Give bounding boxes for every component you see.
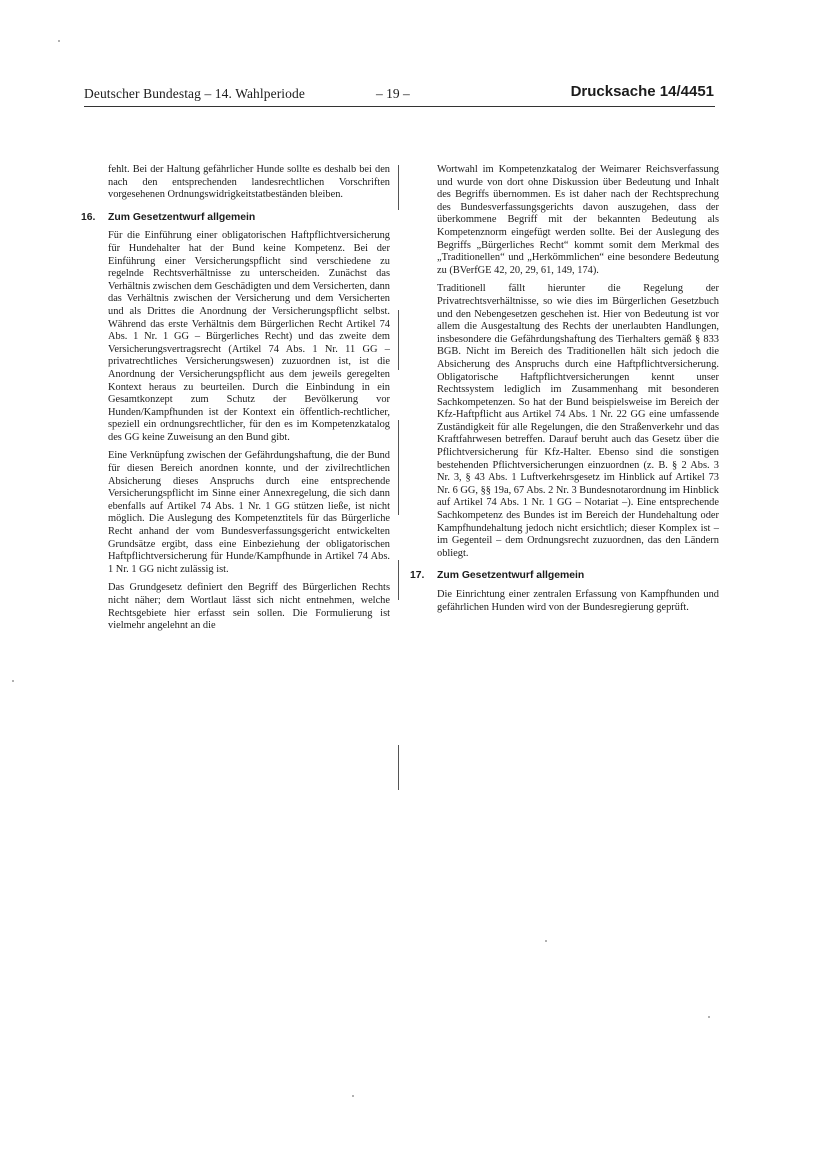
page-header (84, 83, 714, 108)
change-bar (398, 165, 399, 210)
scan-speck (12, 680, 14, 682)
document-number: Drucksache 14/4451 (570, 83, 714, 100)
change-bar (398, 560, 399, 600)
section-17-paragraph: Die Einrichtung einer zentralen Erfassung von Kampfhunden und gefährlichen Hunden wird von der Bundesregierung geprüft. (437, 589, 719, 613)
section-16-paragraph-3: Das Grundgesetz definiert den Begriff des Bürgerlichen Rechts nicht näher; dem Wortlaut lässt sich nicht entnehmen, welche Rechtsgebiete hier erfasst sein sollen. Die Formulierung ist vielmehr angelehnt an die (108, 582, 390, 632)
section-17-heading (410, 570, 719, 583)
left-column (81, 164, 390, 639)
section-17-title: Zum Gesetzentwurf allgemein (437, 570, 585, 582)
section-17-number: 17. (410, 570, 425, 582)
change-bar (398, 310, 399, 370)
right-column (410, 164, 719, 620)
section-16-heading (81, 211, 390, 225)
scan-speck (545, 940, 547, 942)
section-16-number: 16. (81, 211, 96, 223)
scan-speck (58, 40, 60, 42)
scan-speck (352, 1095, 354, 1097)
change-bar (398, 745, 399, 790)
page-number: – 19 – (376, 86, 410, 101)
continuation-paragraph-1: Wortwahl im Kompetenzkatalog der Weimarer Reichsverfassung und wurde von dort ohne Diskussion über Bedeutung und Inhalt des Begriffs übernommen. Es ist daher nach der Rechtsprechung des Bundesverfassungsgerichts davon auszugehen, dass der überkommene Begriff mit der bekannten Bedeutung als Kompetenznorm eingefügt werden sollte. Bei der Auslegung des Begriffs „Bürgerliches Recht“ kommt somit dem Merkmal des „Traditionellen“ und „Herkömmlichen“ eine besondere Bedeutung zu (BVerfGE 42, 20, 29, 61, 149, 174). (437, 164, 719, 276)
section-16-paragraph-1: Für die Einführung einer obligatorischen Haftpflichtversicherung für Hundehalter hat der Bund keine Kompetenz. Bei der Einführung einer Versicherungspflicht sind verschiedene zu regelnde Rechtsverhältnisse zu unterscheiden. Zunächst das Verhältnis zwischen dem Geschädigten und dem Versicherten, dann das Verhältnis zwischen der Versicherung und dem Versicherten und als Drittes die Anordnung der Versicherungspflicht selbst. Während das erste Verhältnis dem Bürgerlichen Recht Artikel 74 Abs. 1 Nr. 1 GG – Bürgerliches Recht) und das zweite dem Versicherungsvertragsrecht (Artikel 74 Abs. 1 Nr. 11 GG – privatrechtliches Versicherungswesen) zuzuordnen ist, ist die Anordnung der Versicherungspflicht aus dem jeweils geregelten Kontext heraus zu beurteilen. Durch die Einbindung in ein Gesamtkonzept zum Schutz der Bevölkerung vor Hunden/Kampfhunden ist der Kontext ein öffentlich-rechtlicher, speziell ein ordnungsrechtlicher, für den es im Kompetenzkatalog des GG keine Zuweisung an den Bund gibt. (108, 230, 390, 443)
continuation-paragraph-2: Traditionell fällt hierunter die Regelung der Privatrechtsverhältnisse, so wie dies im Bürgerlichen Gesetzbuch und den Nebengesetzen geschehen ist. Hier von Bedeutung ist vor allem die Ausgestaltung des Rechts der unerlaubten Handlungen, insbesondere die Gefährdungshaftung des Tierhalters gemäß § 833 BGB. Nicht im Bereich des Traditionellen hält sich jedoch die Absicherung des Anspruchs durch eine Haftpflichtversicherung. Obligatorische Haftpflichtversicherungen kennt unser Rechtssystem lediglich im Zusammenhang mit besonderen Sachkompetenzen. So hat der Bund beispielsweise im Bereich der Kfz-Haftpflicht aus Artikel 74 Abs. 1 Nr. 22 GG eine umfassende Zuständigkeit für alle Regelungen, die den Straßenverkehr und das Kraftfahrwesen betreffen. Darauf beruht auch das Gesetz über die Pflichtversicherung für Kfz-Halter. Ebenso sind die sonstigen bestehenden Pflichtversicherungen einzuordnen (z. B. § 2 Abs. 3 Nr. 3, § 43 Abs. 1 Luftverkehrsgesetz im Hinblick auf Artikel 73 Nr. 6 GG, §§ 19a, 67 Abs. 2 Nr. 3 Bundesnotarordnung im Hinblick auf Artikel 74 Abs. 1 Nr. 1 GG – Notariat –). Eine entsprechende Sachkompetenz des Bundes ist im Bereich der Hundehaltung oder Kampfhundehaltung jedoch nicht ersichtlich; dieser Komplex ist – im Gegenteil – dem Ordnungsrecht zuzuordnen, das den Ländern obliegt. (437, 283, 719, 559)
section-16-paragraph-2: Eine Verknüpfung zwischen der Gefährdungshaftung, die der Bund für diesen Bereich anordnen konnte, und der zivilrechtlichen Absicherung dieses Anspruchs durch eine entsprechende Versicherungspflicht im Sinne einer Annexregelung, die sich dann ebenfalls auf Artikel 74 Abs. 1 Nr. 1 GG stützen ließe, ist nicht möglich. Die Auslegung des Kompetenztitels für das Bürgerliche Recht anhand der vom Bundesverfassungsgericht entwickelten Grundsätze ergibt, dass eine Einbeziehung der obligatorischen Haftpflichtversicherung für Hunde/Kampfhunde in Artikel 74 Abs. 1 Nr. 1 GG nicht zulässig ist. (108, 450, 390, 575)
header-parliament-label: Deutscher Bundestag – 14. Wahlperiode (84, 86, 305, 101)
change-bar (398, 420, 399, 515)
header-rule (84, 106, 715, 107)
section-16-title: Zum Gesetzentwurf allgemein (108, 211, 256, 223)
intro-paragraph: fehlt. Bei der Haltung gefährlicher Hunde sollte es deshalb bei den nach den entsprechenden landesrechtlichen Vorschriften vorgesehenen Ordnungswidrigkeitstatbeständen bleiben. (108, 164, 390, 201)
scan-speck (708, 1016, 710, 1018)
